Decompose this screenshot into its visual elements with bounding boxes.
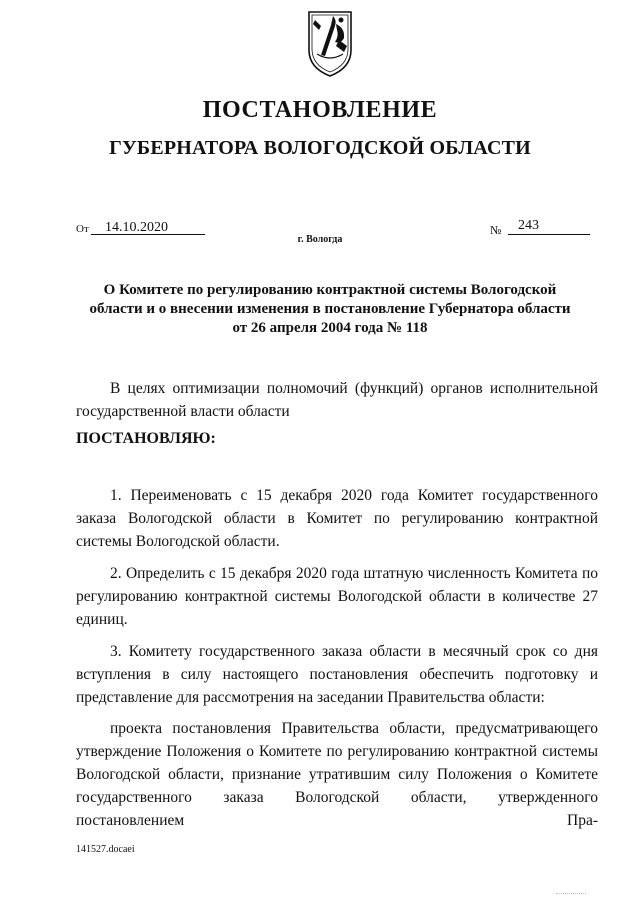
item-1-paragraph: 1. Переименовать с 15 декабря 2020 года Комитет государственного заказа Вологодской области в Комитет по регулированию контрактной системы Вологодской области. [76, 487, 598, 550]
item-3-subparagraph: проекта постановления Правительства области, предусматривающего утверждение Положения о Комитете по регулированию контрактной системы Вологодской области, признание утратившим силу Положения о Комитете государственного заказа Вологодской области, утвержденного постановлением Пра- [76, 720, 598, 829]
subject-line-3: от 26 апреля 2004 года № 118 [232, 320, 428, 336]
date-value: 14.10.2020 [105, 220, 168, 235]
date-label: От [76, 223, 89, 235]
document-subject [80, 281, 580, 338]
document-id: 141527.docaei [76, 844, 135, 855]
intro-paragraph: В целях оптимизации полномочий (функций) органов исполнительной государственной власти области [76, 380, 598, 420]
vologda-coat-of-arms-icon [303, 6, 357, 80]
decree-heading: ПОСТАНОВЛЯЮ: [76, 430, 216, 447]
city-label: г. Вологда [297, 234, 343, 245]
item-3-paragraph: 3. Комитету государственного заказа области в месячный срок со дня вступления в силу настоящего постановления обеспечить подготовку и представление для рассмотрения на заседании Правительства области: [76, 643, 598, 706]
number-label: № [490, 223, 502, 237]
document-title: ПОСТАНОВЛЕНИЕ [202, 97, 438, 123]
subject-line-1: О Комитете по регулированию контрактной системы Вологодской [103, 282, 557, 298]
number-value: 243 [518, 218, 539, 233]
document-subtitle: ГУБЕРНАТОРА ВОЛОГОДСКОЙ ОБЛАСТИ [109, 137, 531, 159]
scan-artifact [556, 893, 586, 895]
item-2-paragraph: 2. Определить с 15 декабря 2020 года штатную численность Комитета по регулированию контрактной системы Вологодской области в количестве 27 единиц. [76, 565, 598, 628]
subject-line-2: области и о внесении изменения в постановление Губернатора области [89, 301, 571, 317]
